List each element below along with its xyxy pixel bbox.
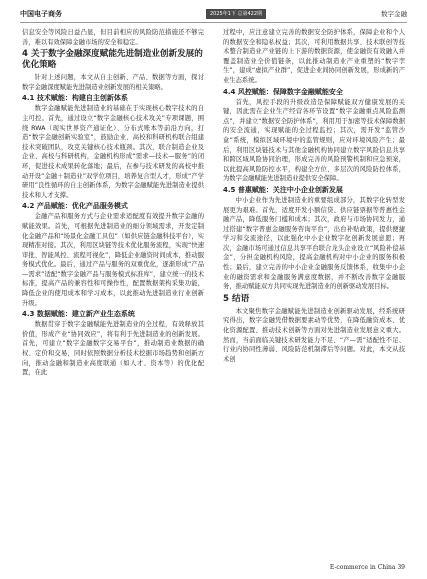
right-column [223, 28, 405, 553]
subsection-4-2-heading: 4.2 产品赋能：优化产品服务模式 [22, 202, 128, 211]
subsection-4-2-paragraph: 金融产品和服务方式与企业需求适配度有效提升数字金融的赋能效果。首先，可根据先进制造业的细分领域需求，开发定制化金融产品和“场景化金融工具包”（如供应链金融科技平台），实现精准对接。其次，利用区块链等技术优化服务流程，实现“快速审批、智能风控、流程可视化”，降低企业融资时间成本，推动服务模式优化。最后，通过产品与服务的双重优化，逐渐形成“产品—需求”适配“数字金融产品与服务模式标准库”，建立统一的技术标准，提高产品的兼容性和可操作性，配置数据架构采集功能，降低企业的使用成本和学习成本，以此推动先进制造业行业创新升级。 [22, 213, 204, 307]
intro-paragraph: 信息安全等风险日益凸显，但目前相应的风险防范措施还不够完善，难以有效保障金融市场的安全和稳定。 [22, 29, 204, 46]
publication-name: 中国电子商务 [20, 10, 62, 18]
page-header [20, 8, 407, 23]
issue-badge: 2025年1下 总第422期 [206, 9, 266, 19]
subsection-4-4-paragraph: 首先，风控手段的升级改造是保障赋能双方健康发展的关键，因此需在企业生产经营各环节设置“数字金融重点风险监测点”，并建立“数据安全防护体系”，利用用于加密等技术保障数据的安全流通，实现赋能的全过程监控；其次，需开发“监管沙盒”系统，模拟区域环境中的监管规则，应对环境风险产生；最后，利用区块链技术与其他金融机构协同建立数字风险信息共享和跨区域风险协同治理，形成完善的风险预警机制和应急预案，以此提高风险防控水平，构建全方位、多层次的风险防控体系，为数字金融赋能先进制造业提供安全保障。 [223, 98, 405, 183]
section-5-heading: 5 结语 [223, 293, 250, 304]
subsection-4-1-heading: 4.1 技术赋能：构建自主创新体系 [22, 94, 128, 103]
conclusion-paragraph: 本文聚焦数字金融赋能先进制造业创新驱动发展，经系统研究得出，数字金融凭借数据要素动等优势，在降低融资成本、优化资源配置、推动技术创新等方面对先进制造业发展意义重大。然而，当前面临关键技术研发能力不足、“产—需”适配性不足、行业内协同性薄弱、风险防范机制滞后等问题。对此，本文从技术创 [223, 307, 405, 363]
left-column [22, 28, 204, 553]
page-footer: E-commerce in China 39 [329, 564, 405, 571]
subsection-4-3-paragraph: 数据贯穿于数字金融赋能先进制造业的全过程，有效释放其价值，形成产业“协同效应”，将有利于先进制造业的创新发展。首先，可建立“数字金融数字交易平台”，推动制造业数据的确权、定价和交易，同时依照数据分析技术挖掘市场趋势和创新方向，推动金融和制造业高度联通（如人才、资本等）的优化配置，在此 [22, 321, 204, 377]
continued-paragraph: 过程中，应注意建立完善的数据安全防护体系，保障企业和个人的数据安全和隐私权益；其次，可利用数据共享、技术联创等技术整合制造业产业链的上下游的数据资源，使金融资有效融入并覆盖制造业全价值链条，以此推动制造业产业重塑的“数字孪生”，建成“虚拟产业群”，促进企业间协同创新发展，形成新的产业生态系统。 [223, 29, 405, 84]
subsection-4-1-paragraph: 数字金融赋能先进制造业的基础在于实现核心数字技术的自主可控。首先，通过设立“数字金融核心技术攻关”专项课题，围绕 RWA（现实世界资产通证化）、分布式账本等前沿方向，打造“数字金融创新实验室”，鼓励企业、高校和科研机构联合组建技术突破团队，攻克关键核心技术瓶颈。其次，联合制造企业及企业、高校与科研机构，金融机构形成“需求—技术—服务”的闭环，促进技术成果转化落地；最后，在参与技术研发的高校中推动开设“金融＋制造业”双学位项目，培养复合型人才，形成“产学研用”良性循环的自主创新体系，为数字金融赋能先进制造业提供技术和人才支撑。 [22, 105, 204, 199]
subsection-4-5-heading: 4.5 普惠赋能：关注中小企业创新发展 [223, 185, 343, 194]
subsection-4-5-paragraph: 中小企业作为先进制造业的重要组成部分，其数字化转型发展更为艰难。首先，适度开发小额信贷、供应链票据等普惠性金融产品，降低服务门槛和成本；其次，政府与市场协同发力，通过搭建“数字普惠金融服务咨询平台”，出台补贴政策，提供便捷学习和交流途径，以此强化中小企业数字化创新发展意愿；再次，金融市场可通过信息共享平台联合龙头企业设立“风险补偿基金”，分担金融机构风险，提高金融机构对中小企业的服务积极性；最后，建立完善的中小企业金融服务反馈体系，收集中小企业的融资需求和金融服务满意度数据，并不断改善数字金融服务，推动赋能双方共同实现先进制造业的创新驱动发展目标。 [223, 196, 405, 291]
subsection-4-3-heading: 4.3 数据赋能：建立新产业生态系统 [22, 310, 135, 319]
subsection-4-4-heading: 4.4 风控赋能：保障数字金融赋能安全 [223, 87, 343, 96]
section-4-heading: 4 关于数字金融深度赋能先进制造业创新发展的优化策略 [22, 49, 203, 71]
section-name: 数字金融 [381, 10, 407, 18]
section-4-intro-paragraph: 针对上述问题，本文从自主创新、产品、数据等方面，探讨数字金融深度赋能先进制造业创新发展的相关策略。 [22, 74, 204, 91]
